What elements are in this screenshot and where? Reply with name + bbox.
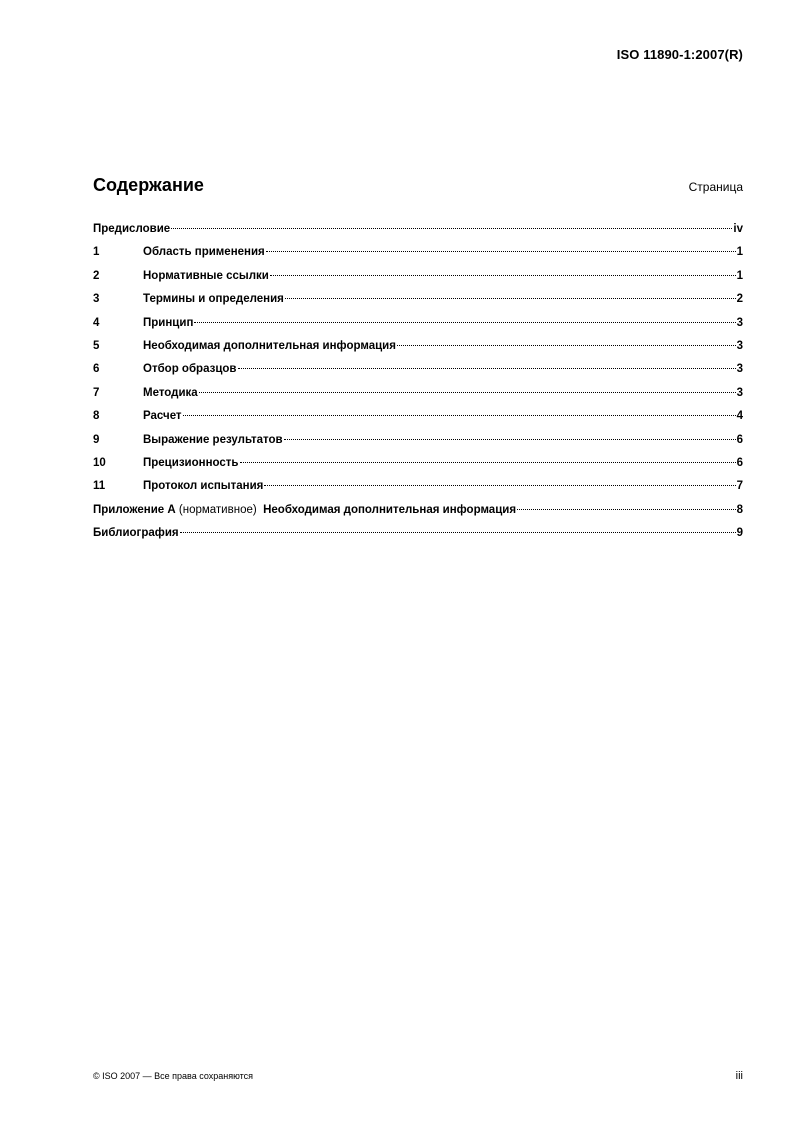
toc-entry-number: 6 [93,363,100,376]
toc-entry-title: Методика [143,386,198,399]
toc-entry-9[interactable] [93,434,743,457]
toc-list [93,223,743,550]
toc-entry-11[interactable] [93,480,743,503]
toc-entry-number: 1 [93,246,100,259]
toc-entry-4[interactable] [93,317,743,340]
toc-entry-10[interactable] [93,457,743,480]
toc-entry-number: 5 [93,339,100,352]
toc-annex-title: Необходимая дополнительная информация [263,503,517,516]
toc-annex-title-group [93,504,516,516]
toc-leader-dots [264,485,735,486]
toc-entry-page: 1 [736,246,743,259]
toc-entry-page: 3 [736,363,743,376]
toc-page-label: Страница [688,180,743,194]
toc-entry-title: Протокол испытания [143,480,264,493]
toc-entry-page: 3 [736,386,743,399]
footer-page-number: iii [735,1070,743,1082]
toc-entry-page: 6 [736,433,743,446]
toc-entry-number: 10 [93,456,106,469]
toc-leader-dots [180,532,736,533]
toc-entry-title: Необходимая дополнительная информация [143,339,396,352]
toc-leader-dots [284,439,736,440]
toc-entry-title: Предисловие [93,223,171,235]
toc-entry-title: Выражение результатов [143,433,283,446]
toc-entry-number: 4 [93,316,100,329]
toc-entry-6[interactable] [93,363,743,386]
toc-entry-bibliography[interactable] [93,527,743,550]
toc-entry-page: 6 [736,456,743,469]
toc-entry-number: 9 [93,433,100,446]
toc-entry-7[interactable] [93,387,743,410]
toc-entry-title: Библиография [93,527,179,540]
toc-entry-number: 3 [93,293,100,306]
toc-leader-dots [266,251,736,252]
toc-leader-dots [240,462,736,463]
toc-header [93,175,743,196]
toc-entry-page: 4 [736,410,743,423]
toc-leader-dots [397,345,736,346]
toc-leader-dots [199,392,736,393]
toc-leader-dots [183,415,736,416]
toc-entry-page: 3 [736,339,743,352]
toc-entry-title: Нормативные ссылки [143,269,269,282]
page-footer [93,1070,743,1082]
toc-entry-page: 8 [736,503,743,516]
toc-annex-qualifier: (нормативное) [175,503,264,516]
toc-entry-page: 9 [736,527,743,540]
toc-leader-dots [171,228,732,229]
toc-entry-title: Расчет [143,410,182,423]
toc-leader-dots [194,322,735,323]
toc-entry-5[interactable] [93,340,743,363]
toc-entry-number: 7 [93,386,100,399]
toc-annex-label: Приложение А [93,503,176,516]
toc-entry-annex-a[interactable] [93,504,743,527]
toc-entry-page: 3 [736,316,743,329]
toc-entry-3[interactable] [93,293,743,316]
toc-entry-number: 2 [93,269,100,282]
toc-entry-page: 2 [736,293,743,306]
toc-entry-title: Область применения [143,246,265,259]
toc-entry-8[interactable] [93,410,743,433]
footer-copyright: © ISO 2007 — Все права сохраняются [93,1071,254,1081]
toc-entry-title: Принцип [143,316,194,329]
toc-entry-2[interactable] [93,270,743,293]
toc-title: Содержание [93,175,204,195]
toc-entry-title: Прецизионность [143,456,239,469]
toc-entry-foreword[interactable] [93,223,743,246]
toc-entry-1[interactable] [93,246,743,269]
toc-leader-dots [285,298,736,299]
toc-leader-dots [270,275,736,276]
toc-entry-number: 8 [93,410,100,423]
toc-entry-number: 11 [93,480,106,493]
toc-entry-page: 1 [736,269,743,282]
toc-leader-dots [517,509,736,510]
toc-entry-page: 7 [736,480,743,493]
toc-entry-page: iv [733,223,743,235]
toc-leader-dots [238,368,736,369]
document-id: ISO 11890-1:2007(R) [616,47,743,62]
toc-entry-title: Отбор образцов [143,363,237,376]
toc-entry-title: Термины и определения [143,293,284,306]
